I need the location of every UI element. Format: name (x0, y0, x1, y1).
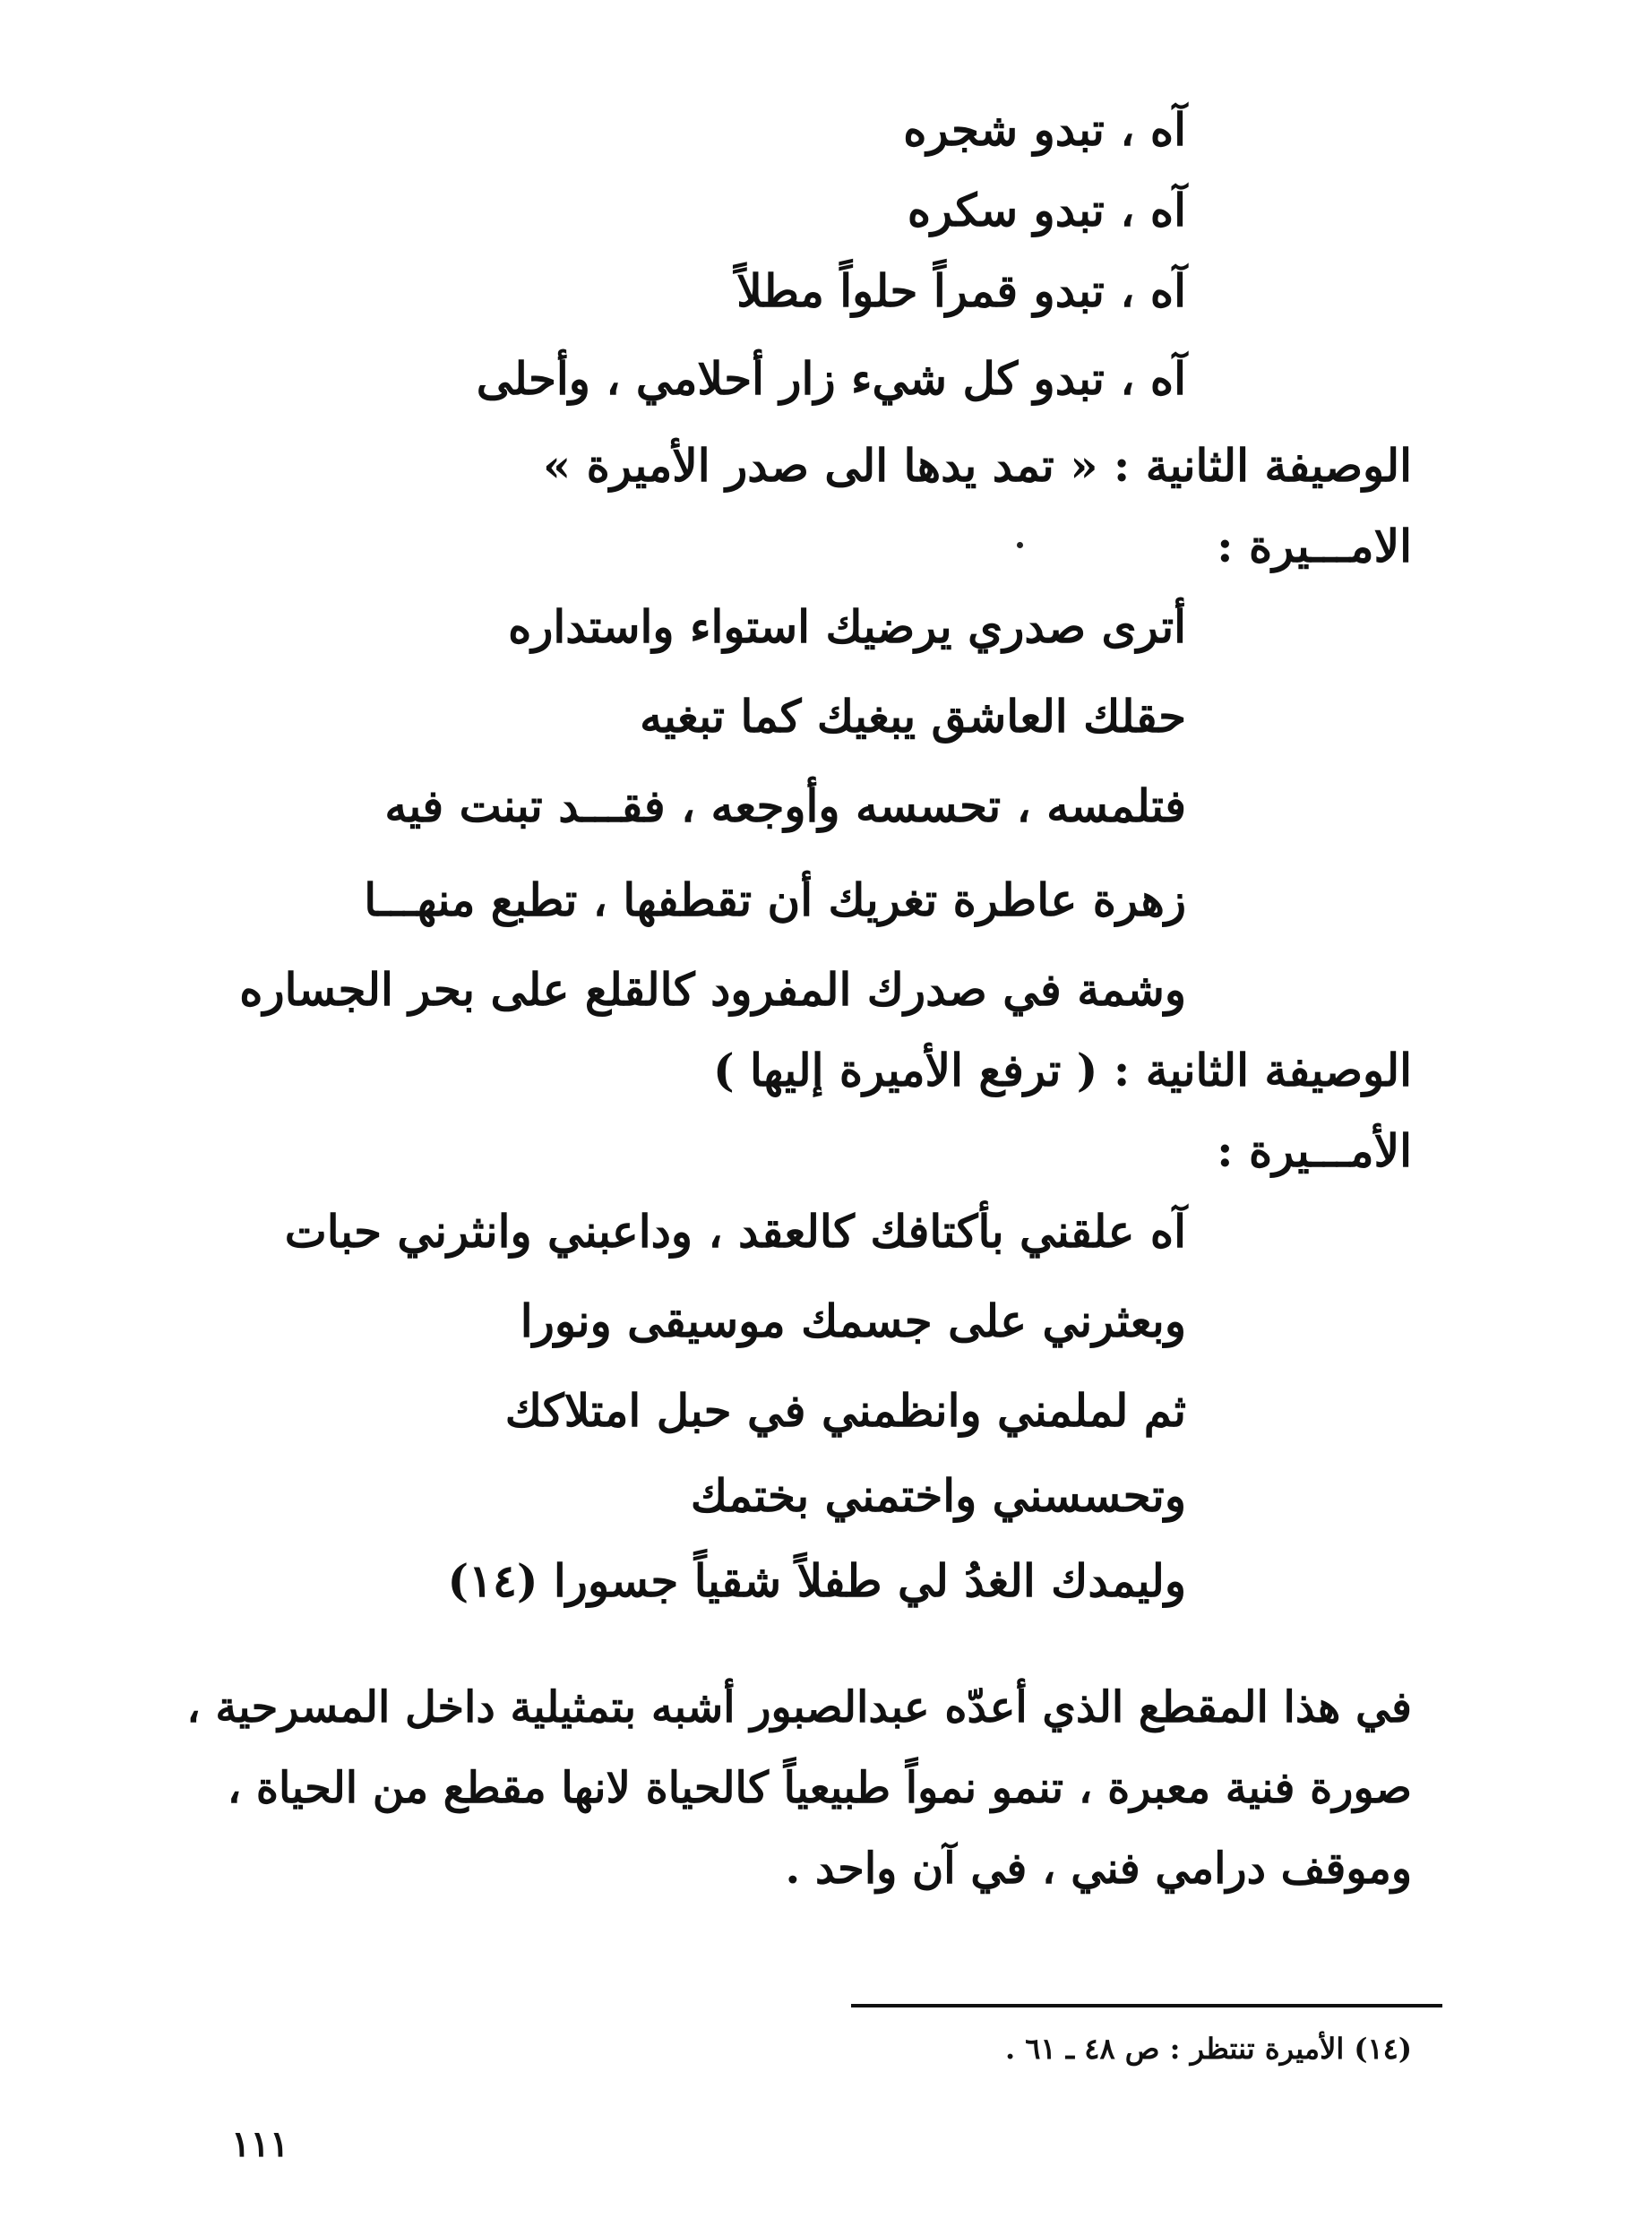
prose-line: في هذا المقطع الذي أعدّه عبدالصبور أشبه بتمثيلية داخل المسرحية ، (186, 1682, 1412, 1732)
ink-speck (1017, 542, 1023, 548)
verse-line: حقلك العاشق يبغيك كما تبغيه (640, 690, 1186, 743)
verse-line: وتحسسني واختمني بختمك (690, 1469, 1186, 1522)
verse-line: وبعثرني على جسمك موسيقى ونورا (520, 1294, 1186, 1347)
verse-line: آه ، تبدو شجره (903, 103, 1186, 156)
speaker-line: الوصيفة الثانية : ( ترفع الأميرة إليها ) (712, 1044, 1412, 1096)
page-number: ١١١ (231, 2123, 289, 2165)
verse-line: آه علقني بأكتافك كالعقد ، وداعبني وانثرني حبات (284, 1205, 1186, 1258)
prose-line: وموقف درامي فني ، في آن واحد . (785, 1844, 1412, 1894)
speaker-line: الوصيفة الثانية : « تمد يدها الى صدر الأميرة » (542, 439, 1412, 492)
verse-line: وشمة في صدرك المفرود كالقلع على بحر الجساره (239, 963, 1186, 1016)
footnote: (١٤) الأميرة تنتظر : ص ٤٨ ـ ٦١ . (1004, 2032, 1412, 2066)
verse-line: آه ، تبدو سكره (907, 184, 1186, 236)
verse-line: آه ، تبدو قمراً حلواً مطلاً (736, 264, 1186, 317)
verse-line: أترى صدري يرضيك استواء واستداره (508, 600, 1186, 653)
speaker-line: الأمـــيرة : (1217, 1124, 1412, 1177)
verse-line: آه ، تبدو كل شيء زار أحلامي ، وأحلى (476, 352, 1186, 405)
footnote-divider (851, 2004, 1442, 2007)
prose-line: صورة فنية معبرة ، تنمو نمواً طبيعياً كالحياة لانها مقطع من الحياة ، (227, 1763, 1412, 1813)
verse-line: وليمدك الغدُ لي طفلاً شقياً جسورا (١٤) (447, 1554, 1186, 1607)
verse-line: زهرة عاطرة تغريك أن تقطفها ، تطبع منهـــا (364, 873, 1186, 926)
speaker-line: الامـــيرة : (1217, 520, 1412, 572)
verse-line: فتلمسه ، تحسسه وأوجعه ، فقـــد تبنت فيه (384, 779, 1186, 832)
verse-line: ثم لملمني وانظمني في حبل امتلاكك (504, 1384, 1186, 1437)
